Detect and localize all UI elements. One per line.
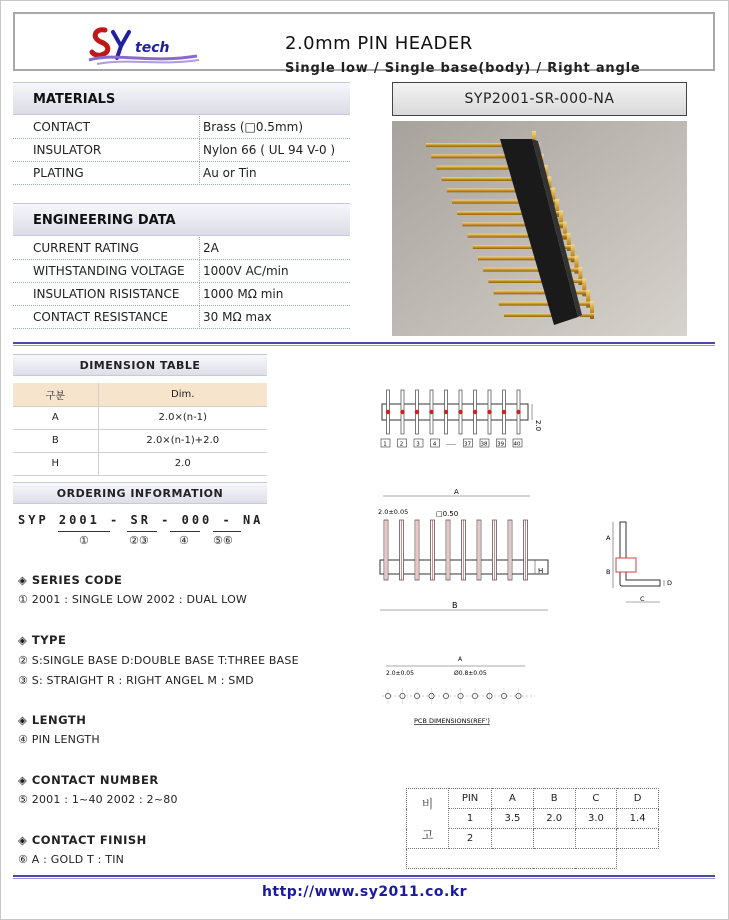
pin-number: 37 — [464, 441, 471, 448]
engineering-value: 1000 MΩ min — [199, 283, 283, 306]
page-subtitle: Single low / Single base(body) / Right angle — [285, 61, 641, 76]
underline — [127, 531, 157, 532]
table-cell: 2 — [449, 829, 492, 849]
engineering-key: INSULATION RISISTANCE — [33, 287, 180, 301]
table-cell: A — [13, 406, 98, 429]
dim-label: 2.0±0.05 — [378, 508, 409, 516]
material-value: Au or Tin — [199, 162, 257, 185]
table-cell: 3.0 — [575, 809, 617, 829]
pcb-label: PCB DIMENSIONS(REF') — [414, 717, 490, 725]
dim-label: A — [458, 656, 463, 663]
materials-heading: MATERIALS — [13, 82, 350, 115]
material-value: Brass (□0.5mm) — [199, 116, 303, 139]
dim-label: B — [606, 568, 611, 576]
pin-number: 39 — [497, 441, 504, 448]
ordering-num: ②③ — [129, 534, 149, 547]
engineering-row — [13, 306, 350, 329]
product-photo — [392, 121, 687, 336]
website-link[interactable]: http://www.sy2011.co.kr — [261, 884, 468, 900]
table-header-row — [13, 383, 267, 406]
table-row — [13, 406, 267, 429]
technical-drawing — [370, 380, 710, 730]
section-divider — [13, 342, 715, 346]
ordering-num: ⑤⑥ — [213, 534, 233, 547]
pin-number: 40 — [513, 441, 521, 448]
table-cell: B — [13, 429, 98, 452]
contact-number-line: ⑤ 2001 : 1~40 2002 : 2~80 — [18, 793, 178, 806]
material-key: PLATING — [33, 166, 84, 180]
side-view-drawing — [613, 522, 664, 602]
dim-label: Ø0.8±0.05 — [454, 670, 487, 677]
material-row — [13, 139, 350, 162]
table-header-cell: 구분 — [13, 383, 98, 406]
series-code-line: ① 2001 : SINGLE LOW 2002 : DUAL LOW — [18, 593, 248, 606]
underline — [58, 531, 110, 532]
notes-label-bottom: 고 — [421, 827, 434, 842]
table-row — [13, 429, 267, 452]
dim-label: A — [454, 488, 459, 496]
type-heading: ◈ TYPE — [18, 633, 67, 647]
pin-number: ----- — [446, 441, 456, 448]
engineering-row — [13, 283, 350, 306]
engineering-key: CURRENT RATING — [33, 241, 139, 255]
table-header-cell: C — [575, 789, 617, 809]
top-view-drawing — [382, 390, 532, 434]
table-cell — [617, 829, 659, 849]
dim-label: B — [452, 601, 458, 610]
dim-label: C — [640, 595, 645, 603]
model-number: SYP2001-SR-000-NA — [392, 82, 687, 116]
contact-finish-line: ⑥ A : GOLD T : TIN — [18, 853, 125, 866]
contact-finish-heading: ◈ CONTACT FINISH — [18, 833, 147, 847]
table-cell: 2.0 — [98, 452, 267, 475]
engineering-row — [13, 260, 350, 283]
material-key: CONTACT — [33, 120, 90, 134]
pin-number: 3 — [416, 441, 420, 448]
engineering-key: CONTACT RESISTANCE — [33, 310, 168, 324]
table-row — [13, 452, 267, 475]
dim-label: D — [667, 579, 673, 587]
pin-number: 4 — [432, 441, 437, 448]
table-cell — [407, 849, 617, 869]
table-cell: 3.5 — [492, 809, 534, 829]
ordering-num: ① — [79, 534, 89, 547]
series-code-heading: ◈ SERIES CODE — [18, 573, 123, 587]
table-header-row — [407, 789, 659, 809]
pin-number: 1 — [383, 441, 387, 448]
material-row — [13, 116, 350, 139]
pin-number: 38 — [480, 441, 488, 448]
table-cell: 1 — [449, 809, 492, 829]
table-cell: 2.0 — [533, 809, 575, 829]
ordering-num: ④ — [179, 534, 189, 547]
dim-label: H — [538, 567, 544, 575]
table-cell: 1.4 — [617, 809, 659, 829]
table-header-cell: D — [617, 789, 659, 809]
table-header-cell: Dim. — [98, 383, 267, 406]
table-cell — [575, 829, 617, 849]
type-line: ② S:SINGLE BASE D:DOUBLE BASE T:THREE BASE — [18, 654, 299, 667]
pin-number: 2 — [399, 441, 404, 448]
underline — [213, 531, 241, 532]
dim-label: A — [606, 534, 611, 542]
engineering-value: 30 MΩ max — [199, 306, 272, 329]
dim-label: □0.50 — [436, 510, 459, 518]
notes-table — [406, 788, 659, 869]
engineering-value: 2A — [199, 237, 219, 260]
length-line: ④ PIN LENGTH — [18, 733, 100, 746]
material-key: INSULATOR — [33, 143, 102, 157]
engineering-heading: ENGINEERING DATA — [13, 203, 350, 236]
table-cell: H — [13, 452, 98, 475]
notes-label-top: 비 — [421, 796, 434, 811]
logo-text: tech — [135, 40, 170, 56]
dim-label: 2.0 — [534, 420, 542, 432]
footer-divider — [13, 875, 715, 879]
table-cell — [492, 829, 534, 849]
material-row — [13, 162, 350, 185]
table-cell: 2.0×(n-1) — [98, 406, 267, 429]
table-row — [407, 849, 659, 869]
ordering-code: SYP 2001 - SR - 000 - NA — [18, 513, 264, 527]
table-header-cell: B — [533, 789, 575, 809]
page-title: 2.0mm PIN HEADER — [285, 33, 473, 54]
dim-label: 2.0±0.05 — [386, 670, 414, 677]
type-line: ③ S: STRAIGHT R : RIGHT ANGEL M : SMD — [18, 674, 254, 687]
engineering-value: 1000V AC/min — [199, 260, 289, 283]
engineering-row — [13, 237, 350, 260]
table-cell — [533, 829, 575, 849]
dimension-table-heading: DIMENSION TABLE — [13, 354, 267, 376]
length-heading: ◈ LENGTH — [18, 713, 87, 727]
ordering-heading: ORDERING INFORMATION — [13, 482, 267, 504]
sytech-logo — [87, 22, 207, 67]
dimension-table — [13, 383, 267, 476]
contact-number-heading: ◈ CONTACT NUMBER — [18, 773, 159, 787]
underline — [170, 531, 200, 532]
table-header-cell: A — [492, 789, 534, 809]
engineering-key: WITHSTANDING VOLTAGE — [33, 264, 185, 278]
table-cell: 2.0×(n-1)+2.0 — [98, 429, 267, 452]
material-value: Nylon 66 ( UL 94 V-0 ) — [199, 139, 335, 162]
notes-label — [407, 789, 449, 849]
header-banner — [13, 12, 715, 76]
table-header-cell: PIN — [449, 789, 492, 809]
